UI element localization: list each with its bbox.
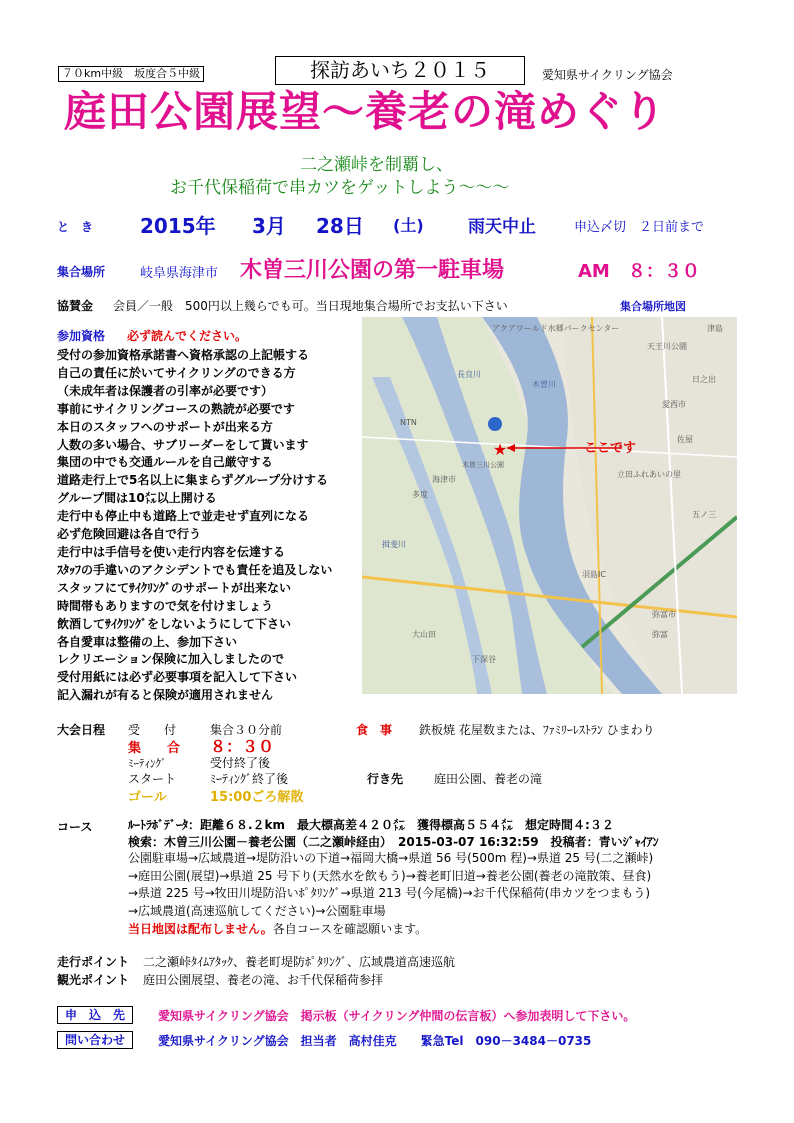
map-label: 佐屋: [677, 435, 693, 444]
map-here-label: ここです: [584, 441, 637, 456]
contact-text: 愛知県サイクリング協会 担当者 高村佳克 緊急Tel 090－3484－0735: [158, 1034, 592, 1048]
reception-value: 集合３０分前: [210, 723, 283, 737]
list-item: 走行中は手信号を使い走行内容を伝達する: [57, 544, 286, 559]
map-label: 日之出: [692, 375, 716, 384]
organizer: 愛知県サイクリング協会: [542, 68, 673, 82]
map-label: 多度: [412, 490, 428, 499]
star-marker-icon[interactable]: ★: [492, 440, 508, 459]
sight-point-label: 観光ポイント: [57, 973, 130, 987]
subtitle-line-1: 二之瀬峠を制覇し、: [300, 155, 453, 175]
date-weekday: (土): [393, 216, 424, 235]
route-line: →庭田公園(展望)→県道 25 号下り(天然水を飲もう)→養老町旧道→養老公園(養老の滝散策、昼食): [128, 868, 652, 883]
map-label: 愛西市: [662, 400, 686, 409]
list-item: 集団の中でも交通ルールを自己厳守する: [57, 455, 273, 470]
list-item: 時間帯もありますので気を付けましょう: [57, 598, 274, 613]
list-item: 本日のスタッフへのサポートが出来る方: [57, 419, 273, 434]
sight-point-value: 庭田公園展望、養老の滝、お千代保稲荷参拝: [143, 973, 384, 987]
subtitle-line-2: お千代保稲荷で串カツをゲットしよう～～～: [170, 178, 510, 198]
course-search: 検索：木曽三川公園－養老公園（二之瀬峠経由） 2015-03-07 16:32:59 投稿者：青いｼﾞｬｲｱﾝ: [128, 835, 659, 849]
level-label: ７０km中級 坂度合５中級: [58, 66, 204, 82]
map-label: 津島: [707, 324, 723, 333]
fee-label: 協賛金: [57, 299, 94, 313]
start-label: スタート: [128, 772, 177, 786]
list-item: ｽﾀｯﾌの手違いのアクシデントでも責任を追及しない: [57, 562, 333, 577]
food-label: 食 事: [356, 723, 393, 737]
map-label: 羽島IC: [582, 570, 606, 579]
contact-label: 問い合わせ: [57, 1031, 133, 1049]
course-notice: [128, 920, 427, 937]
route-line: →広域農道(高速巡航してください)→公園駐車場: [128, 903, 386, 918]
fee-text: 会員／一般 500円以上幾らでも可。当日現地集合場所でお支払い下さい: [113, 299, 508, 313]
destination-label: 行き先: [367, 772, 404, 786]
list-item: 事前にサイクリングコースの熟読が必要です: [57, 401, 295, 416]
meeting-place-map[interactable]: [362, 317, 737, 694]
route-line: →県道 225 号→牧田川堤防沿いﾎﾟﾀﾘﾝｸﾞ→県道 213 号(今尾橋)→お千代保稲荷(串カツをつまもう): [128, 886, 651, 901]
destination-value: 庭田公園、養老の滝: [434, 772, 543, 786]
meeting-place-small: 岐阜県海津市: [140, 266, 219, 281]
series-title: 探訪あいち２０１５: [275, 56, 525, 85]
list-item: スタッフにてｻｲｸﾘﾝｸﾞのサポートが出来ない: [57, 580, 292, 595]
date-label: と き: [57, 220, 94, 234]
reception-label: 受 付: [128, 723, 177, 737]
qualification-label: 参加資格: [57, 329, 106, 343]
apply-text[interactable]: 愛知県サイクリング協会 掲示板（サイクリング仲間の伝言板）へ参加表明して下さい。: [158, 1009, 636, 1023]
map-label: 五ノ三: [692, 510, 716, 519]
map-label: 木曽三川公園: [462, 461, 504, 469]
map-label: 下深谷: [472, 655, 496, 664]
map-label: 弥富市: [652, 610, 676, 619]
list-item: 必ず危険回避は各自で行う: [57, 527, 202, 542]
page-title: 庭田公園展望～養老の滝めぐり: [64, 87, 667, 136]
route-line: 公園駐車場→広域農道→堤防沿いの下道→福岡大橋→県道 56 号(500m 程)→県道 25 号(二之瀬峠): [128, 851, 654, 865]
list-item: 各自愛車は整備の上、参加下さい: [57, 634, 238, 649]
date-day: 28日: [316, 214, 364, 238]
course-data: ﾙｰﾄﾗﾎﾞﾃﾞｰﾀ：距離６８.２km 最大標高差４２０㍍ 獲得標高５５４㍍ 想定時間４:３２: [128, 818, 614, 832]
meeting-place-main: 木曽三川公園の第一駐車場: [240, 258, 505, 283]
notice-black: 各自コースを確認願います。: [272, 922, 428, 936]
goal-value: 15:00ごろ解散: [210, 790, 304, 805]
meeting-label: 集合場所: [57, 265, 106, 279]
food-value: 鉄板焼 花屋数または、ﾌｧﾐﾘｰﾚｽﾄﾗﾝ ひまわり: [419, 723, 655, 737]
schedule-label: 大会日程: [57, 723, 106, 737]
ride-point-label: 走行ポイント: [57, 955, 130, 969]
list-item: 人数の多い場合、サブリーダーをして貰います: [57, 437, 309, 452]
list-item: 受付の参加資格承諾書へ資格承認の上記帳する: [57, 348, 310, 362]
course-route: [128, 850, 653, 920]
list-item: 記入漏れが有ると保険が適用されません: [57, 688, 274, 703]
start-value: ﾐｰﾃｨﾝｸﾞ終了後: [210, 772, 289, 786]
rain-cancel: 雨天中止: [468, 217, 536, 237]
map-label: 海津市: [432, 475, 456, 484]
map-label: 弥富: [652, 630, 668, 639]
date-month: 3月: [252, 214, 286, 238]
list-item: グループ間は10㍍以上開ける: [57, 491, 217, 506]
map-label: 立田ふれあいの里: [617, 470, 681, 479]
map-label: 長良川: [457, 370, 481, 379]
qualification-list: [57, 347, 332, 705]
map-label: アクアワールド水郷パークセンター: [492, 324, 620, 333]
meeting-time-label: ﾐｰﾃｨﾝｸﾞ: [128, 757, 167, 770]
list-item: 自己の責任に於いてサイクリングのできる方: [57, 365, 296, 380]
meeting-time-value: 受付終了後: [210, 756, 271, 770]
list-item: （未成年者は保護者の引率が必要です）: [57, 383, 274, 398]
map-label: 天王川公園: [647, 342, 687, 351]
assembly-value: ８：３０: [210, 737, 275, 756]
goal-label: ゴール: [128, 790, 167, 805]
deadline: 申込〆切 ２日前まで: [574, 220, 705, 235]
map-label: NTN: [400, 418, 417, 427]
assembly-label: 集 合: [128, 741, 181, 756]
date-year: 2015年: [140, 214, 216, 238]
ride-point-value: 二之瀬峠ﾀｲﾑｱﾀｯｸ、養老町堤防ﾎﾟﾀﾘﾝｸﾞ、広域農道高速巡航: [143, 955, 456, 969]
list-item: 受付用紙には必ず必要事項を記入して下さい: [57, 670, 298, 685]
meeting-time: AM ８：３０: [578, 261, 700, 282]
apply-label: 申 込 先: [57, 1006, 133, 1024]
course-label: コース: [57, 820, 93, 834]
list-item: 飲酒してｻｲｸﾘﾝｸﾞをしないようにして下さい: [57, 616, 292, 631]
list-item: 走行中も停止中も道路上で並走せず直列になる: [57, 509, 310, 524]
notice-red: 当日地図は配布しません。: [128, 922, 273, 936]
map-pin-icon[interactable]: [488, 417, 502, 431]
map-label: 集合場所地図: [620, 300, 686, 313]
map-label: 木曽川: [532, 380, 556, 389]
map-label: 揖斐川: [382, 540, 406, 549]
list-item: 道路走行上で5名以上に集まらずグループ分けする: [57, 473, 329, 488]
qualification-must: 必ず読んでください。: [127, 329, 248, 343]
list-item: レクリエーション保険に加入しましたので: [57, 652, 285, 667]
map-label: 大山田: [412, 630, 436, 639]
